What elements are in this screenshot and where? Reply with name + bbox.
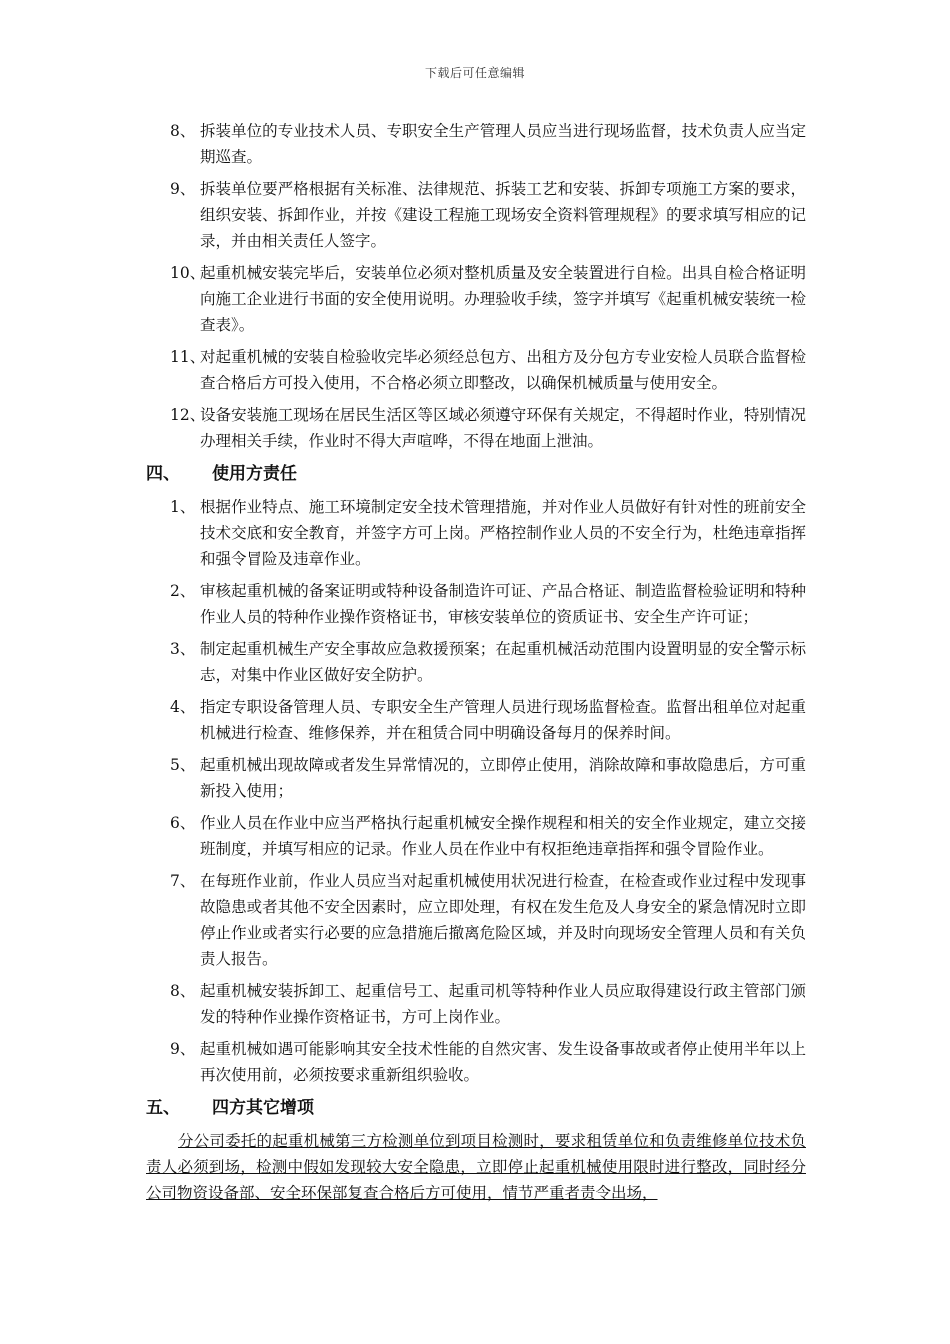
- list-item: [170, 810, 806, 862]
- section-heading: [146, 460, 950, 488]
- item-number: 9、: [170, 1040, 196, 1058]
- item-number: 10、: [170, 264, 206, 282]
- list-item: [170, 868, 806, 972]
- list-item: [170, 118, 806, 170]
- item-text: 起重机械安装完毕后，安装单位必须对整机质量及安全装置进行自检。出具自检合格证明向施工企业进行书面的安全使用说明。办理验收手续，签字并填写《起重机械安装统一检查表》。: [200, 264, 806, 334]
- item-number: 1、: [170, 498, 196, 516]
- list-item: [170, 494, 806, 572]
- list-item: [170, 402, 806, 454]
- item-number: 11、: [170, 348, 206, 366]
- list-item: [170, 636, 806, 688]
- item-number: 9、: [170, 180, 196, 198]
- item-text: 起重机械如遇可能影响其安全技术性能的自然灾害、发生设备事故或者停止使用半年以上再次使用前，必须按要求重新组织验收。: [200, 1040, 806, 1084]
- section-title: 使用方责任: [212, 464, 297, 484]
- item-text: 拆装单位的专业技术人员、专职安全生产管理人员应当进行现场监督，技术负责人应当定期巡查。: [200, 122, 806, 166]
- list-item: [170, 752, 806, 804]
- item-text: 拆装单位要严格根据有关标准、法律规范、拆装工艺和安装、拆卸专项施工方案的要求，组织安装、拆卸作业，并按《建设工程施工现场安全资料管理规程》的要求填写相应的记录，并由相关责任人签字。: [200, 180, 806, 250]
- item-number: 3、: [170, 640, 196, 658]
- item-text: 作业人员在作业中应当严格执行起重机械安全操作规程和相关的安全作业规定，建立交接班制度，并填写相应的记录。作业人员在作业中有权拒绝违章指挥和强令冒险作业。: [200, 814, 806, 858]
- item-number: 12、: [170, 406, 206, 424]
- item-number: 4、: [170, 698, 196, 716]
- item-text: 设备安装施工现场在居民生活区等区域必须遵守环保有关规定，不得超时作业，特别情况办理相关手续，作业时不得大声喧哗，不得在地面上泄油。: [200, 406, 806, 450]
- item-number: 8、: [170, 122, 196, 140]
- section-title: 四方其它增项: [212, 1098, 314, 1118]
- section-number: 五、: [146, 1098, 180, 1118]
- section-number: 四、: [146, 464, 180, 484]
- item-text: 对起重机械的安装自检验收完毕必须经总包方、出租方及分包方专业安检人员联合监督检查合格后方可投入使用，不合格必须立即整改，以确保机械质量与使用安全。: [200, 348, 806, 392]
- list-item: [170, 578, 806, 630]
- list-item: [170, 176, 806, 254]
- section-paragraph: 分公司委托的起重机械第三方检测单位到项目检测时，要求租赁单位和负责维修单位技术负责人必须到场，检测中假如发现较大安全隐患，立即停止起重机械使用限时进行整改，同时经分公司物资设备部、安全环保部复查合格后方可使用，情节严重者责令出场，: [146, 1132, 806, 1202]
- list-item: [170, 1036, 806, 1088]
- item-number: 8、: [170, 982, 196, 1000]
- item-text: 制定起重机械生产安全事故应急救援预案；在起重机械活动范围内设置明显的安全警示标志，对集中作业区做好安全防护。: [200, 640, 806, 684]
- list-item: [170, 260, 806, 338]
- item-number: 2、: [170, 582, 196, 600]
- item-text: 在每班作业前，作业人员应当对起重机械使用状况进行检查，在检查或作业过程中发现事故隐患或者其他不安全因素时，应立即处理，有权在发生危及人身安全的紧急情况时立即停止作业或者实行必要的应急措施后撤离危险区域，并及时向现场安全管理人员和有关负责人报告。: [200, 872, 806, 968]
- list-item: [170, 344, 806, 396]
- item-number: 5、: [170, 756, 196, 774]
- item-text: 根据作业特点、施工环境制定安全技术管理措施，并对作业人员做好有针对性的班前安全技术交底和安全教育，并签字方可上岗。严格控制作业人员的不安全行为，杜绝违章指挥和强令冒险及违章作业。: [200, 498, 806, 568]
- document-body: [0, 118, 950, 1206]
- list-item: [170, 978, 806, 1030]
- item-number: 6、: [170, 814, 196, 832]
- list-item: [170, 694, 806, 746]
- section-heading: [146, 1094, 950, 1122]
- item-text: 起重机械出现故障或者发生异常情况的，立即停止使用，消除故障和事故隐患后，方可重新投入使用；: [200, 756, 806, 800]
- item-text: 审核起重机械的备案证明或特种设备制造许可证、产品合格证、制造监督检验证明和特种作业人员的特种作业操作资格证书，审核安装单位的资质证书、安全生产许可证；: [200, 582, 806, 626]
- item-number: 7、: [170, 872, 196, 890]
- page-header: 下载后可任意编辑: [424, 66, 525, 80]
- item-text: 指定专职设备管理人员、专职安全生产管理人员进行现场监督检查。监督出租单位对起重机械进行检查、维修保养，并在租赁合同中明确设备每月的保养时间。: [200, 698, 806, 742]
- item-text: 起重机械安装拆卸工、起重信号工、起重司机等特种作业人员应取得建设行政主管部门颁发的特种作业操作资格证书，方可上岗作业。: [200, 982, 806, 1026]
